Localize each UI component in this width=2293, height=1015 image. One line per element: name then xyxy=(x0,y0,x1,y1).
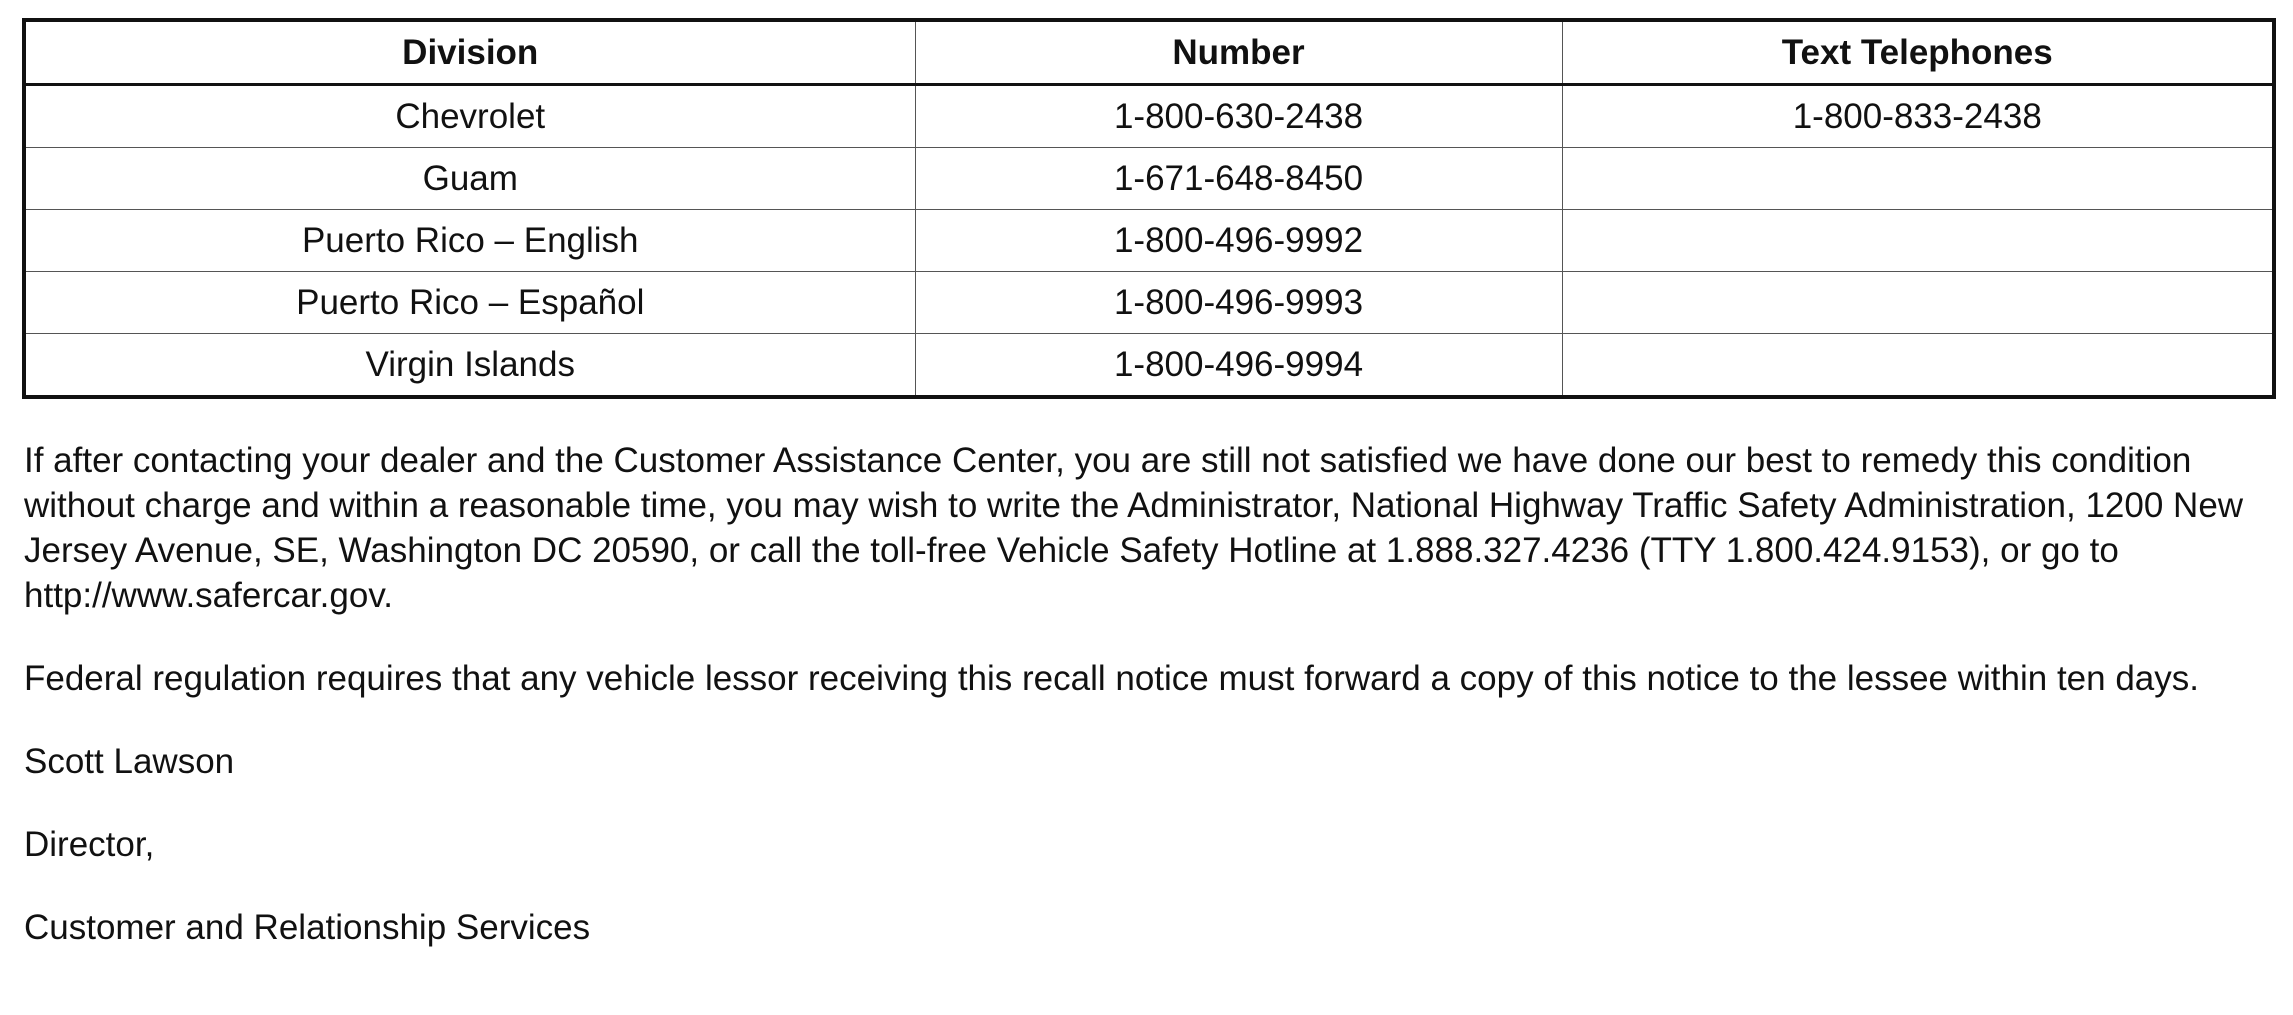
signature-department: Customer and Relationship Services xyxy=(24,908,591,947)
text-telephone-cell xyxy=(1562,148,2274,210)
federal-regulation-paragraph: Federal regulation requires that any vehicle lessor receiving this recall notice must forward a copy of this notice to the lessee within ten days. xyxy=(24,659,2199,698)
table-row xyxy=(24,334,2274,398)
nhtsa-paragraph: If after contacting your dealer and the Customer Assistance Center, you are still not satisfied we have done our best to remedy this condition without charge and within a reasonable time, you may wish to write the Administrator, National Highway Traffic Safety Administration, 1200 New Jersey Avenue, SE, Washington DC 20590, or call the toll-free Vehicle Safety Hotline at 1.888.327.4236 (TTY 1.800.424.9153), or go to http://www.safercar.gov. xyxy=(24,441,2244,615)
table-row xyxy=(24,85,2274,148)
table-header-row xyxy=(24,20,2274,85)
header-division: Division xyxy=(24,20,915,85)
text-telephone-cell: 1-800-833-2438 xyxy=(1562,85,2274,148)
letter-body xyxy=(24,438,2274,950)
text-telephone-cell xyxy=(1562,334,2274,398)
division-cell: Puerto Rico – English xyxy=(24,210,915,272)
text-telephone-cell xyxy=(1562,272,2274,334)
table-row xyxy=(24,272,2274,334)
table-row xyxy=(24,210,2274,272)
division-cell: Guam xyxy=(24,148,915,210)
text-telephone-cell xyxy=(1562,210,2274,272)
signature-name: Scott Lawson xyxy=(24,742,235,781)
number-cell: 1-800-630-2438 xyxy=(915,85,1562,148)
header-text-telephones: Text Telephones xyxy=(1562,20,2274,85)
header-number: Number xyxy=(915,20,1562,85)
contact-table xyxy=(22,18,2276,399)
number-cell: 1-800-496-9993 xyxy=(915,272,1562,334)
number-cell: 1-800-496-9994 xyxy=(915,334,1562,398)
signature-title: Director, xyxy=(24,825,155,864)
table-row xyxy=(24,148,2274,210)
number-cell: 1-671-648-8450 xyxy=(915,148,1562,210)
division-cell: Chevrolet xyxy=(24,85,915,148)
division-cell: Puerto Rico – Español xyxy=(24,272,915,334)
division-cell: Virgin Islands xyxy=(24,334,915,398)
number-cell: 1-800-496-9992 xyxy=(915,210,1562,272)
